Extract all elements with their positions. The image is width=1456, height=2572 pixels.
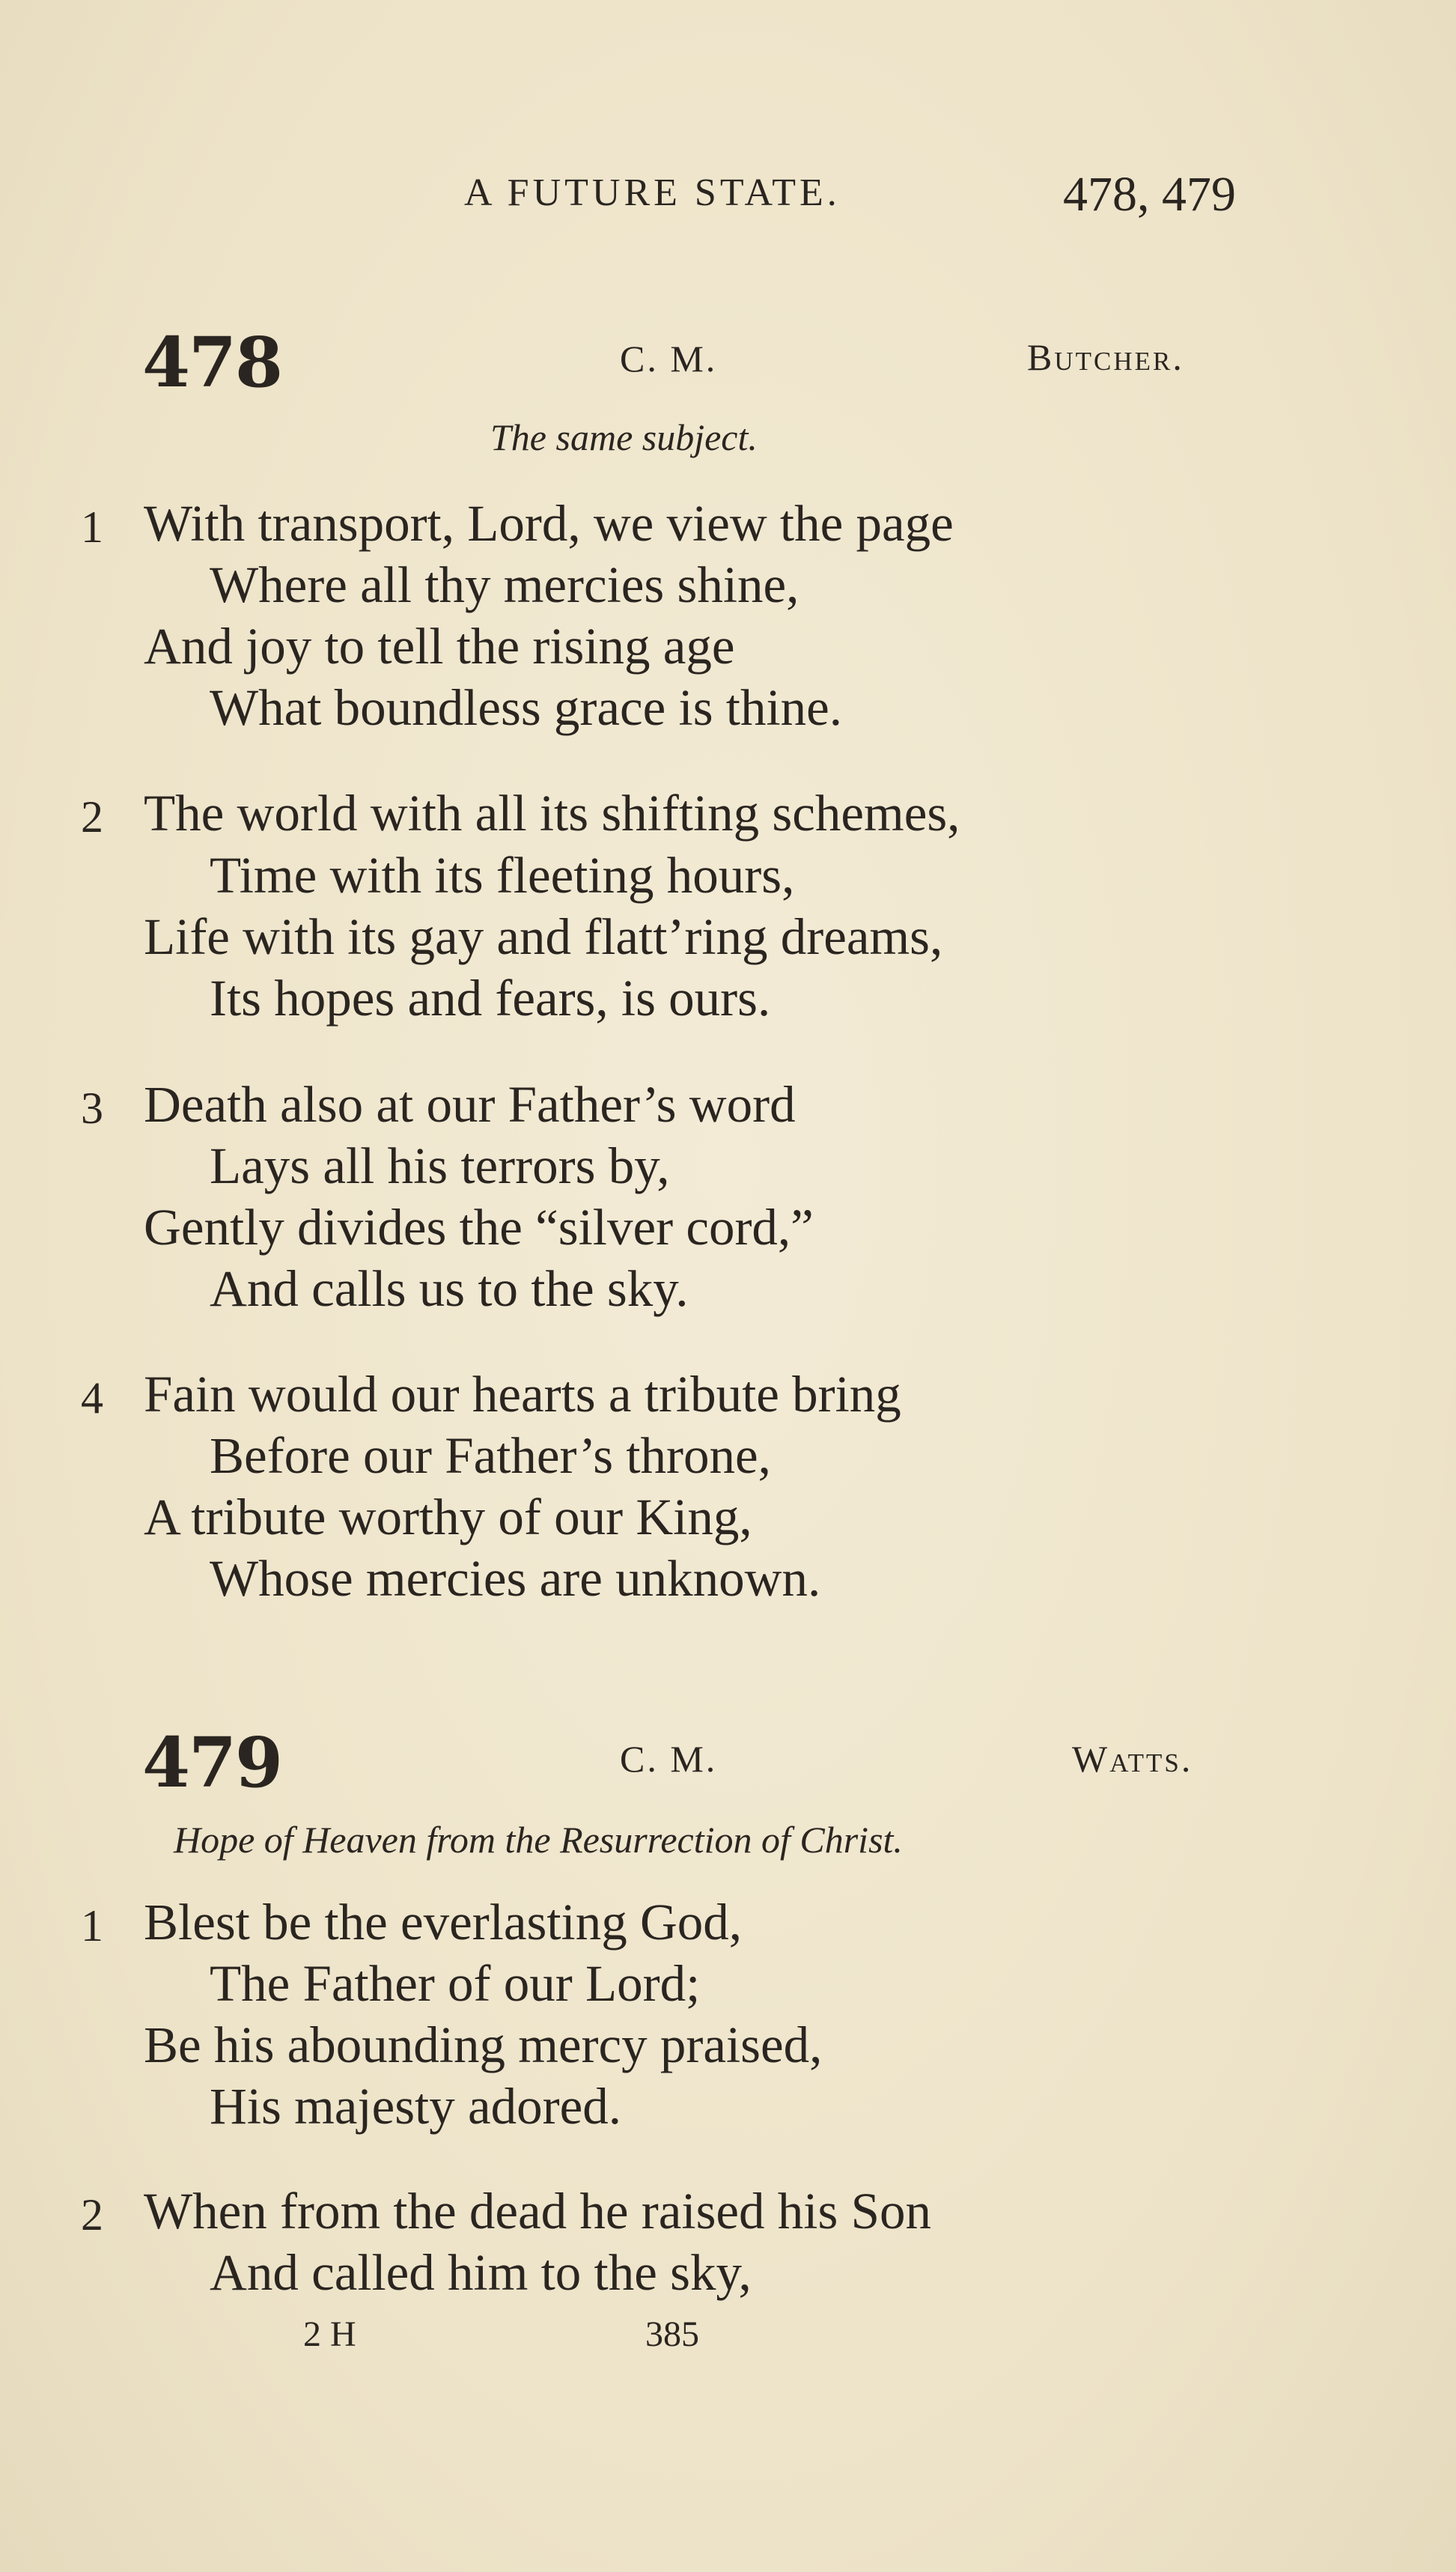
stanza-number: 1	[81, 502, 103, 552]
hymn-number: 478	[142, 322, 282, 403]
verse-line: With transport, Lord, we view the page	[144, 495, 954, 552]
verse-line: Before our Father’s throne,	[210, 1427, 771, 1484]
verse-line: Where all thy mercies shine,	[210, 556, 799, 613]
stanza-number: 2	[81, 2190, 103, 2240]
hymn-author: Watts.	[1072, 1738, 1193, 1780]
hymn-number: 479	[142, 1722, 282, 1803]
verse-line: And joy to tell the rising age	[144, 618, 735, 675]
running-header-hymn-numbers: 478, 479	[1063, 167, 1236, 222]
verse-line: Death also at our Father’s word	[144, 1076, 796, 1133]
verse-line: Whose mercies are unknown.	[210, 1550, 821, 1607]
hymn-meter: C. M.	[620, 338, 718, 380]
verse-line: Time with its fleeting hours,	[210, 847, 795, 904]
signature-mark: 2 H	[303, 2314, 356, 2354]
hymn-subtitle: Hope of Heaven from the Resurrection of Christ.	[174, 1819, 903, 1861]
verse-line: The world with all its shifting schemes,	[144, 785, 960, 842]
page-number: 385	[645, 2314, 699, 2354]
verse-line: What boundless grace is thine.	[210, 679, 843, 736]
verse-line: Lays all his terrors by,	[210, 1137, 670, 1194]
verse-line: Life with its gay and flatt’ring dreams,	[144, 908, 943, 965]
hymn-author: Butcher.	[1027, 336, 1184, 378]
verse-line: Blest be the everlasting God,	[144, 1894, 743, 1951]
verse-line: Its hopes and fears, is ours.	[210, 970, 771, 1027]
verse-line: The Father of our Lord;	[210, 1955, 701, 2012]
verse-line: Be his abounding mercy praised,	[144, 2016, 823, 2073]
verse-line: And calls us to the sky.	[210, 1260, 689, 1317]
stanza-number: 4	[81, 1373, 103, 1423]
stanza-number: 2	[81, 792, 103, 842]
stanza-number: 3	[81, 1083, 103, 1133]
hymn-meter: C. M.	[620, 1738, 718, 1780]
verse-line: Fain would our hearts a tribute bring	[144, 1366, 901, 1423]
verse-line: His majesty adored.	[210, 2078, 621, 2135]
verse-line: A tribute worthy of our King,	[144, 1489, 752, 1545]
verse-line: When from the dead he raised his Son	[144, 2183, 931, 2240]
verse-line: Gently divides the “silver cord,”	[144, 1199, 814, 1256]
verse-line: And called him to the sky,	[210, 2244, 752, 2301]
running-header-title: A FUTURE STATE.	[464, 171, 841, 214]
stanza-number: 1	[81, 1901, 103, 1951]
hymn-subtitle: The same subject.	[490, 416, 758, 458]
